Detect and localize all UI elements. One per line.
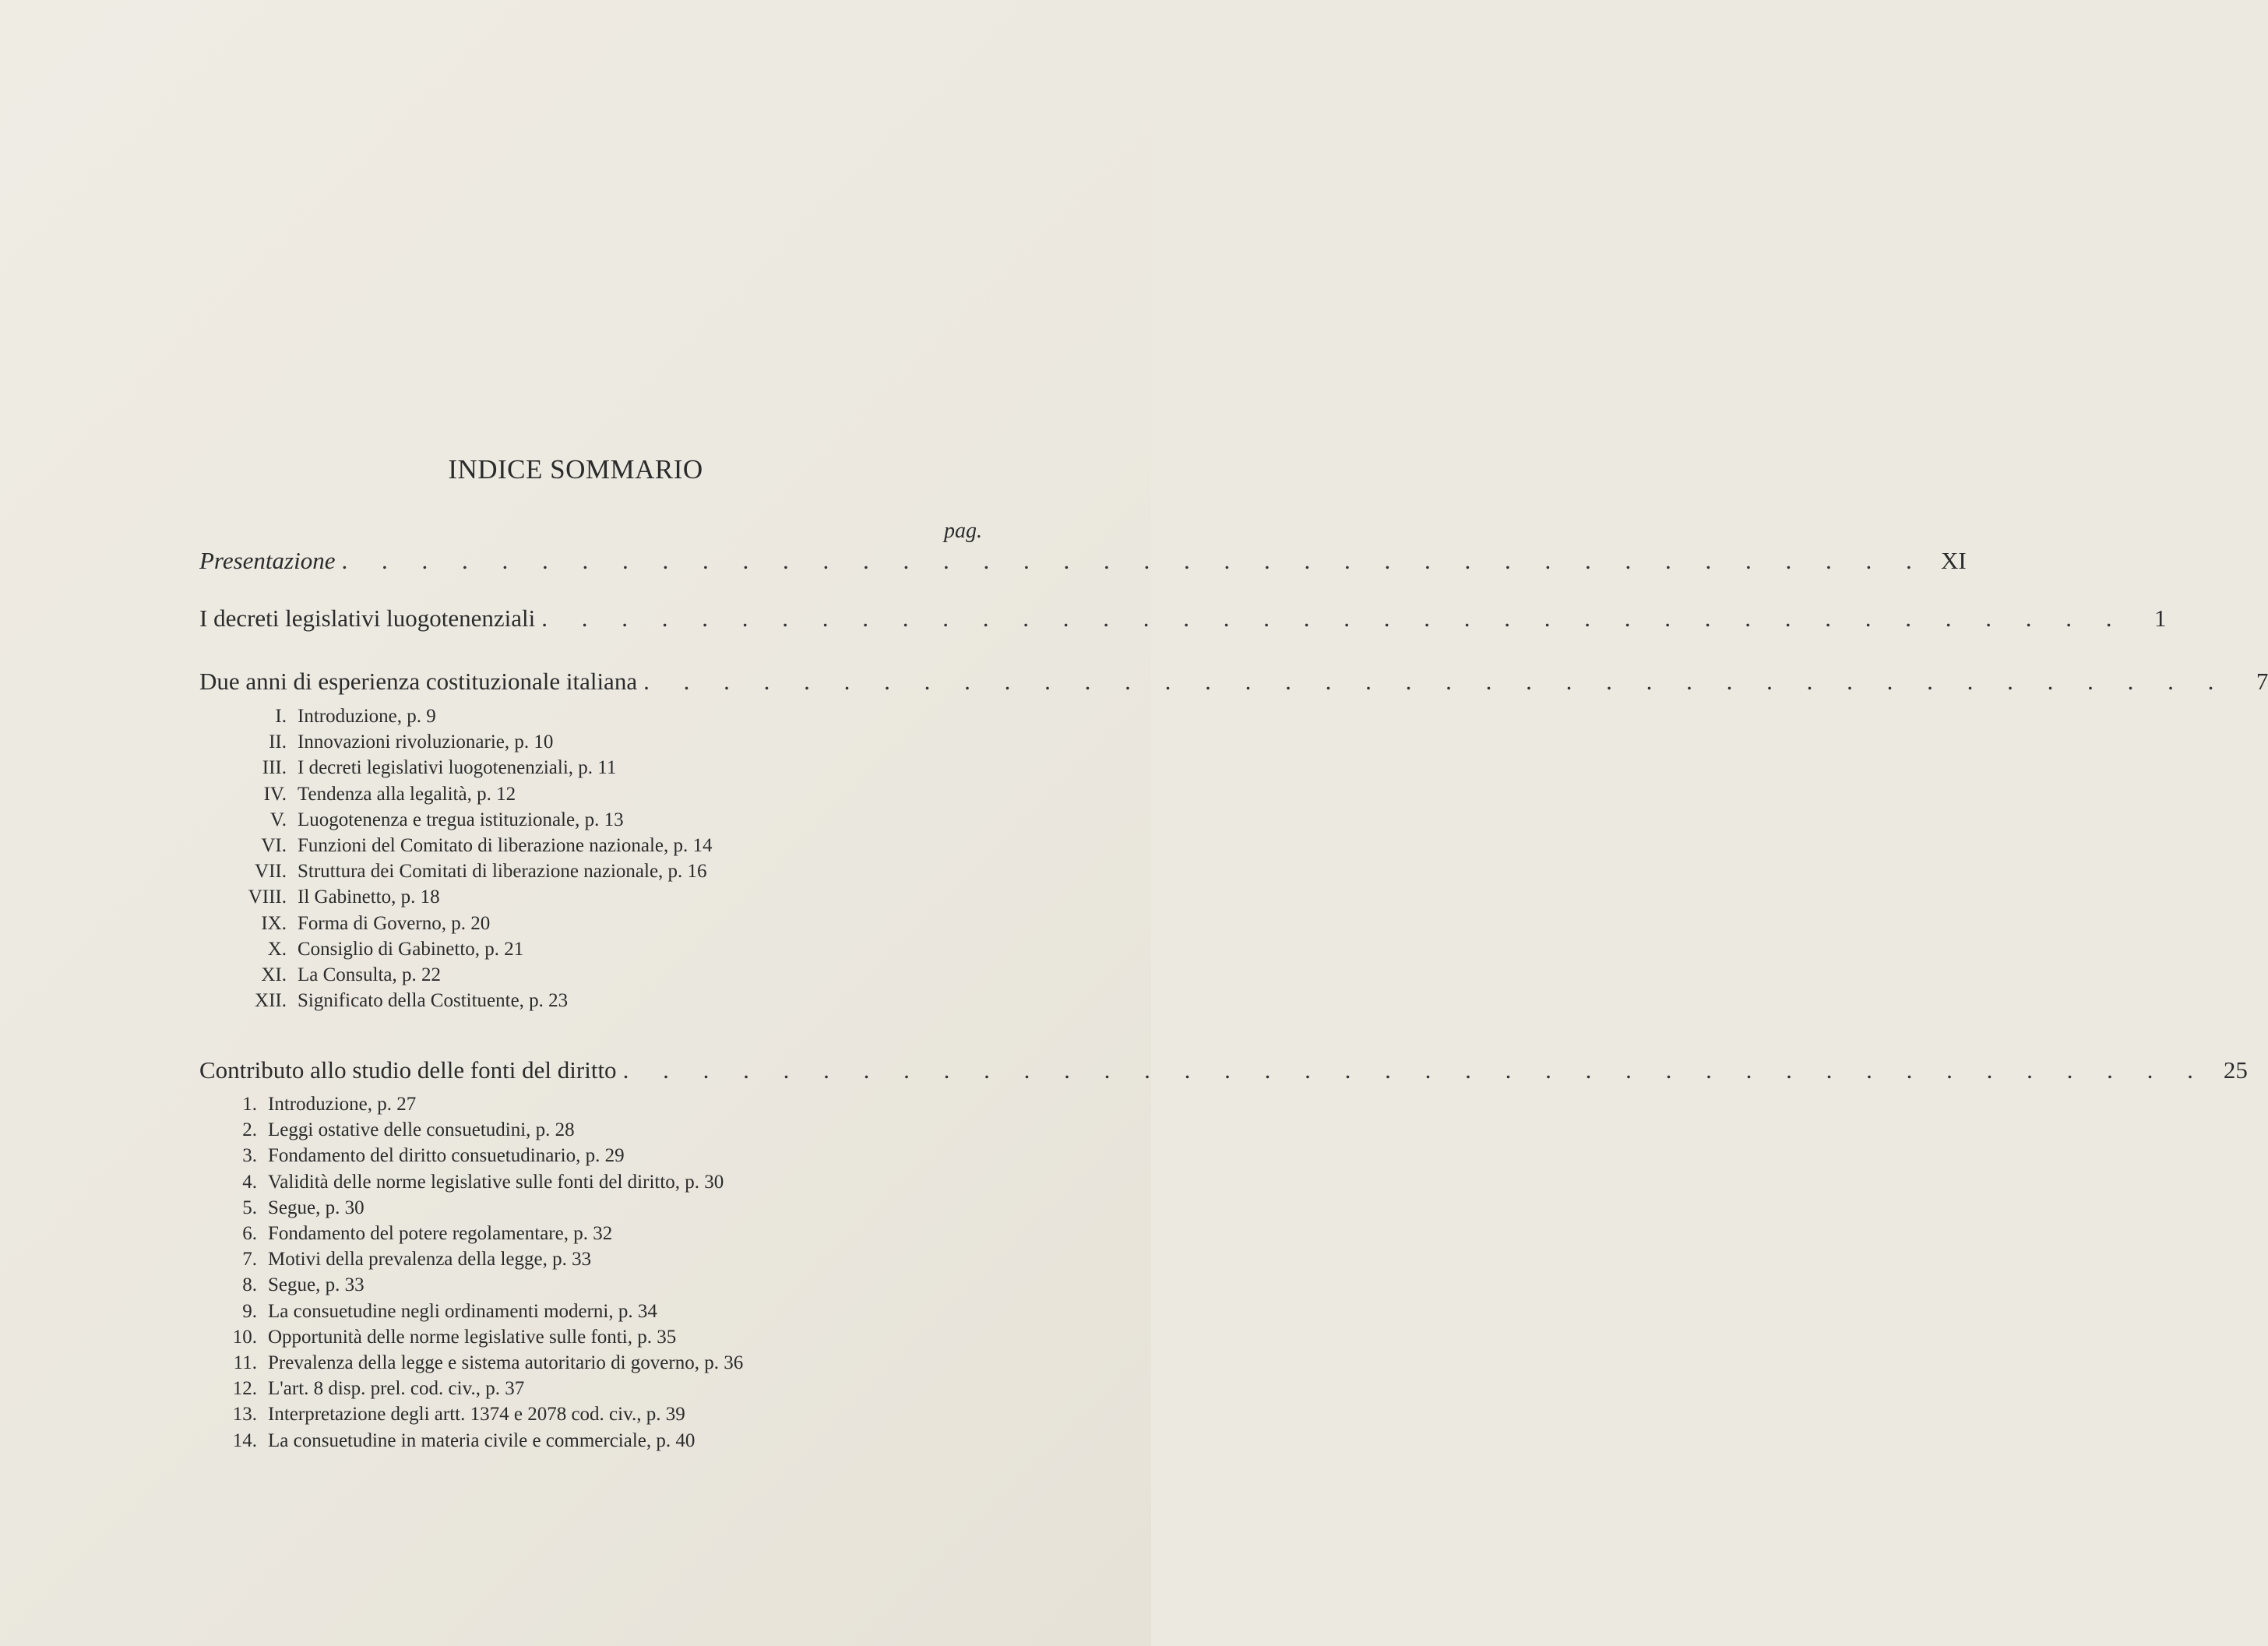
page-title: INDICE SOMMARIO xyxy=(448,454,703,485)
contributo-item xyxy=(210,1327,676,1353)
toc-entry-due-anni xyxy=(199,668,2268,702)
due-anni-item xyxy=(226,757,616,784)
contributo-item-text: Fondamento del diritto consuetudinario, p. 29 xyxy=(268,1145,625,1167)
contributo-item xyxy=(210,1274,364,1301)
contributo-item-text: Prevalenza della legge e sistema autoritario di governo, p. 36 xyxy=(268,1352,744,1373)
contributo-item-number: 4. xyxy=(242,1171,257,1193)
dot-leader: . . . . . . . . . . . . . . . . . . . . . . . . . . . . . . . . . . . . . . . . xyxy=(622,1056,2207,1084)
due-anni-item-text: I decreti legislativi luogotenenziali, p. 11 xyxy=(298,757,617,779)
toc-entry-title: Contributo allo studio delle fonti del diritto xyxy=(199,1056,617,1084)
toc-entry-contributo xyxy=(199,1056,2248,1091)
contributo-item xyxy=(210,1430,695,1457)
contributo-item xyxy=(210,1352,743,1379)
due-anni-item-number: VII. xyxy=(255,861,287,883)
due-anni-item-text: Innovazioni rivoluzionarie, p. 10 xyxy=(298,731,554,753)
due-anni-item xyxy=(226,964,441,991)
due-anni-item-number: VIII. xyxy=(248,886,287,908)
due-anni-item-number: XII. xyxy=(255,990,287,1012)
dot-leader: . . . . . . . . . . . . . . . . . . . . . . . . . . . . . . . . . . . . . . . . xyxy=(643,668,2228,695)
toc-entry-page: XI xyxy=(1941,547,1967,574)
toc-entry-decreti xyxy=(199,604,2167,639)
due-anni-item-number: VI. xyxy=(261,835,287,856)
contributo-item xyxy=(210,1172,724,1198)
contributo-item-number: 9. xyxy=(242,1300,257,1322)
contributo-item-text: La consuetudine negli ordinamenti moderni, p. 34 xyxy=(268,1300,657,1322)
contributo-item-text: Interpretazione degli artt. 1374 e 2078 cod. civ., p. 39 xyxy=(268,1404,685,1426)
contributo-item-text: Segue, p. 33 xyxy=(268,1274,364,1296)
contributo-item-number: 2. xyxy=(242,1119,257,1141)
due-anni-item-number: II. xyxy=(269,731,287,753)
contributo-item xyxy=(210,1404,685,1430)
due-anni-item xyxy=(226,731,553,758)
contributo-item-number: 14. xyxy=(232,1429,257,1451)
due-anni-item xyxy=(226,939,523,965)
toc-entry-title: Presentazione xyxy=(199,547,336,574)
contributo-item-text: Opportunità delle norme legislative sulle fonti, p. 35 xyxy=(268,1326,677,1348)
due-anni-item xyxy=(226,706,436,732)
contributo-item-number: 5. xyxy=(242,1197,257,1218)
toc-entry-presentazione xyxy=(199,547,1967,581)
contributo-item xyxy=(210,1145,625,1172)
toc-entry-title: I decreti legislativi luogotenenziali xyxy=(199,604,536,632)
contributo-item xyxy=(210,1249,591,1275)
due-anni-item-number: X. xyxy=(267,938,287,960)
contributo-item-text: Motivi della prevalenza della legge, p. 33 xyxy=(268,1249,592,1271)
contributo-item-number: 10. xyxy=(232,1326,257,1348)
dot-leader: . . . . . . . . . . . . . . . . . . . . . . . . . . . . . . . . . . . . . . . . xyxy=(541,604,2126,632)
due-anni-item-text: Forma di Governo, p. 20 xyxy=(298,912,491,934)
contributo-item-text: Validità delle norme legislative sulle fonti del diritto, p. 30 xyxy=(268,1171,724,1193)
contributo-item-text: Segue, p. 30 xyxy=(268,1197,364,1218)
due-anni-item-text: Tendenza alla legalità, p. 12 xyxy=(298,783,516,805)
contributo-item-number: 8. xyxy=(242,1274,257,1296)
due-anni-item xyxy=(226,913,490,939)
contributo-item xyxy=(210,1301,657,1327)
due-anni-item xyxy=(226,990,568,1017)
due-anni-item-number: IV. xyxy=(263,783,287,805)
due-anni-item-number: IX. xyxy=(261,912,287,934)
due-anni-item xyxy=(226,809,624,836)
due-anni-item xyxy=(226,784,516,810)
due-anni-item-number: III. xyxy=(262,757,287,779)
contributo-item-number: 13. xyxy=(232,1404,257,1426)
due-anni-item xyxy=(226,861,707,887)
due-anni-item-text: Consiglio di Gabinetto, p. 21 xyxy=(298,938,524,960)
contributo-item-number: 3. xyxy=(242,1145,257,1167)
toc-entry-page: 1 xyxy=(2154,604,2167,632)
contributo-item xyxy=(210,1378,524,1405)
contributo-item xyxy=(210,1197,364,1224)
due-anni-item-text: Introduzione, p. 9 xyxy=(298,706,436,727)
due-anni-item-number: I. xyxy=(275,706,287,727)
due-anni-item-text: Luogotenenza e tregua istituzionale, p. 13 xyxy=(298,809,624,830)
contributo-item-text: L'art. 8 disp. prel. cod. civ., p. 37 xyxy=(268,1378,525,1400)
contributo-item-text: La consuetudine in materia civile e commerciale, p. 40 xyxy=(268,1429,696,1451)
page-column-label: pag. xyxy=(944,519,982,543)
contributo-item-text: Leggi ostative delle consuetudini, p. 28 xyxy=(268,1119,575,1141)
contributo-item-number: 12. xyxy=(232,1378,257,1400)
dot-leader: . . . . . . . . . . . . . . . . . . . . . . . . . . . . . . . . . . . . . . . . xyxy=(341,547,1926,574)
contributo-item-number: 6. xyxy=(242,1223,257,1244)
toc-entry-page: 7 xyxy=(2256,668,2268,695)
contributo-item-text: Introduzione, p. 27 xyxy=(268,1094,417,1115)
contributo-item xyxy=(210,1223,612,1249)
due-anni-item-text: Struttura dei Comitati di liberazione nazionale, p. 16 xyxy=(298,861,707,883)
due-anni-item-text: Significato della Costituente, p. 23 xyxy=(298,990,569,1012)
due-anni-item xyxy=(226,886,440,913)
contributo-item xyxy=(210,1119,575,1146)
due-anni-item xyxy=(226,835,713,862)
contributo-item-number: 7. xyxy=(242,1249,257,1271)
due-anni-item-text: Il Gabinetto, p. 18 xyxy=(298,886,440,908)
due-anni-item-number: XI. xyxy=(261,964,287,985)
contributo-item-text: Fondamento del potere regolamentare, p. 32 xyxy=(268,1223,613,1244)
contributo-item-number: 11. xyxy=(233,1352,257,1373)
due-anni-item-text: La Consulta, p. 22 xyxy=(298,964,442,985)
contributo-item-number: 1. xyxy=(242,1094,257,1115)
toc-entry-title: Due anni di esperienza costituzionale italiana xyxy=(199,668,638,695)
toc-entry-page: 25 xyxy=(2223,1056,2248,1084)
due-anni-item-number: V. xyxy=(269,809,287,830)
contributo-item xyxy=(210,1094,416,1120)
due-anni-item-text: Funzioni del Comitato di liberazione nazionale, p. 14 xyxy=(298,835,713,856)
